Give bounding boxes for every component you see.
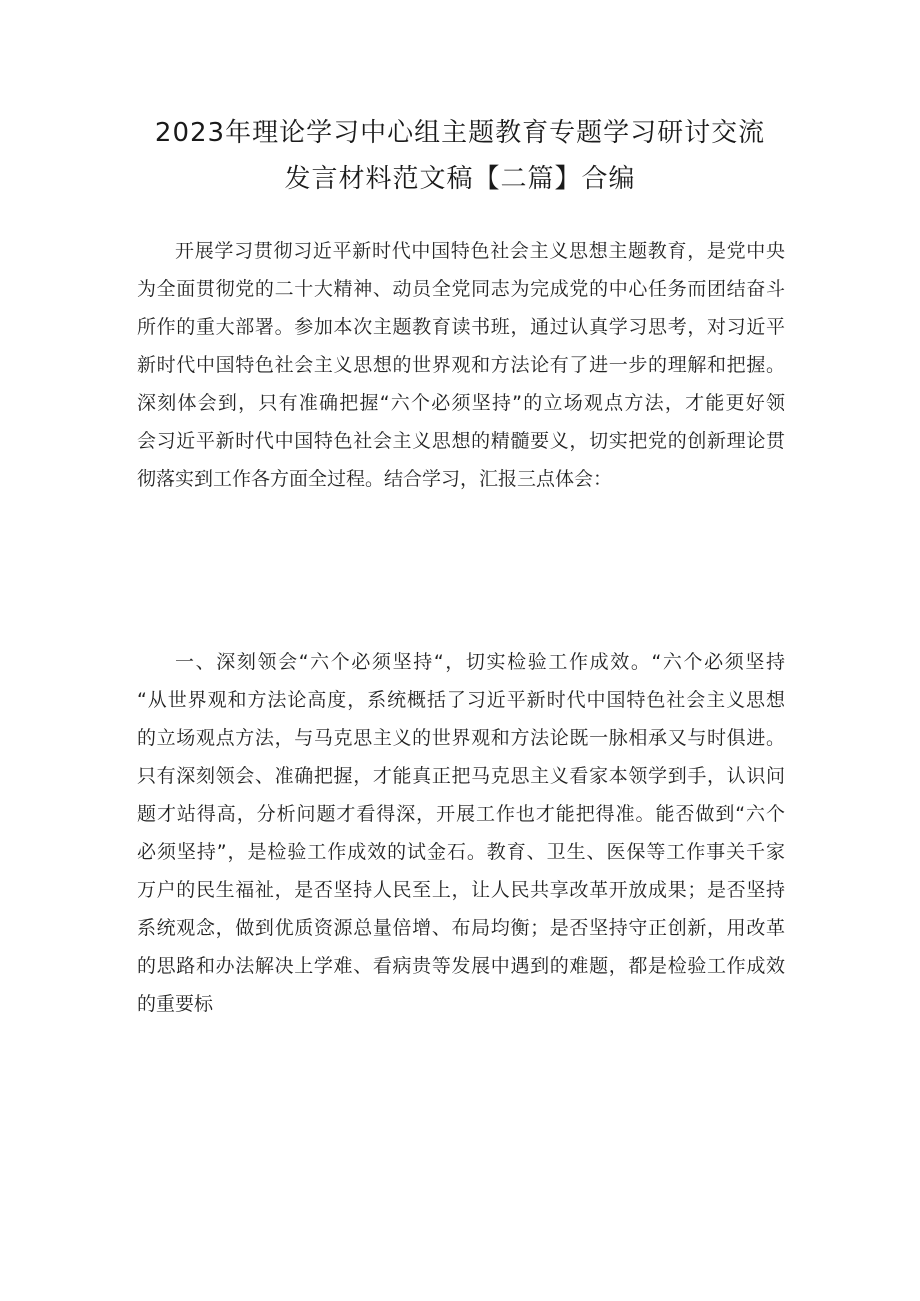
paragraph-line: 深刻体会到，只有准确把握“六个必须坚持”的立场观点方法，才能更好领: [137, 392, 785, 414]
title-line-2: 发言材料范文稿【二篇】合编: [284, 164, 636, 194]
paragraph-line: 必须坚持”，是检验工作成效的试金石。教育、卫生、医保等工作事关千家: [137, 841, 785, 863]
paragraph-line: 的思路和办法解决上学难、看病贵等发展中遇到的难题，都是检验工作成效: [137, 955, 785, 977]
document-title: [0, 110, 920, 202]
paragraph-line: 系统观念，做到优质资源总量倍增、布局均衡；是否坚持守正创新，用改革: [137, 917, 785, 939]
paragraph-line: 开展学习贯彻习近平新时代中国特色社会主义思想主题教育，是党中央: [175, 240, 785, 262]
title-line-1: 2023年理论学习中心组主题教育专题学习研讨交流: [154, 118, 766, 148]
paragraph-line: 只有深刻领会、准确把握，才能真正把马克思主义看家本领学到手，认识问: [137, 765, 785, 787]
paragraph-line: 新时代中国特色社会主义思想的世界观和方法论有了进一步的理解和把握。: [137, 354, 785, 376]
paragraph-section-one: [137, 643, 785, 1023]
paragraph-line: 所作的重大部署。参加本次主题教育读书班，通过认真学习思考，对习近平: [137, 316, 785, 338]
paragraph-line: 为全面贯彻党的二十大精神、动员全党同志为完成党的中心任务而团结奋斗: [137, 278, 785, 300]
paragraph-intro: [137, 232, 785, 498]
paragraph-line: “从世界观和方法论高度，系统概括了习近平新时代中国特色社会主义思想: [137, 689, 785, 711]
paragraph-line: 一、深刻领会“六个必须坚持“，切实检验工作成效。“六个必须坚持: [175, 651, 785, 673]
paragraph-line: 的立场观点方法，与马克思主义的世界观和方法论既一脉相承又与时俱进。: [137, 727, 785, 749]
paragraph-line: 会习近平新时代中国特色社会主义思想的精髓要义，切实把党的创新理论贯: [137, 430, 785, 452]
paragraph-line: 的重要标: [137, 993, 214, 1015]
paragraph-line: 万户的民生福祉，是否坚持人民至上，让人民共享改革开放成果；是否坚持: [137, 879, 785, 901]
paragraph-line: 题才站得高，分析问题才看得深，开展工作也才能把得准。能否做到“六个: [137, 803, 785, 825]
paragraph-line: 彻落实到工作各方面全过程。结合学习，汇报三点体会：: [137, 468, 613, 490]
